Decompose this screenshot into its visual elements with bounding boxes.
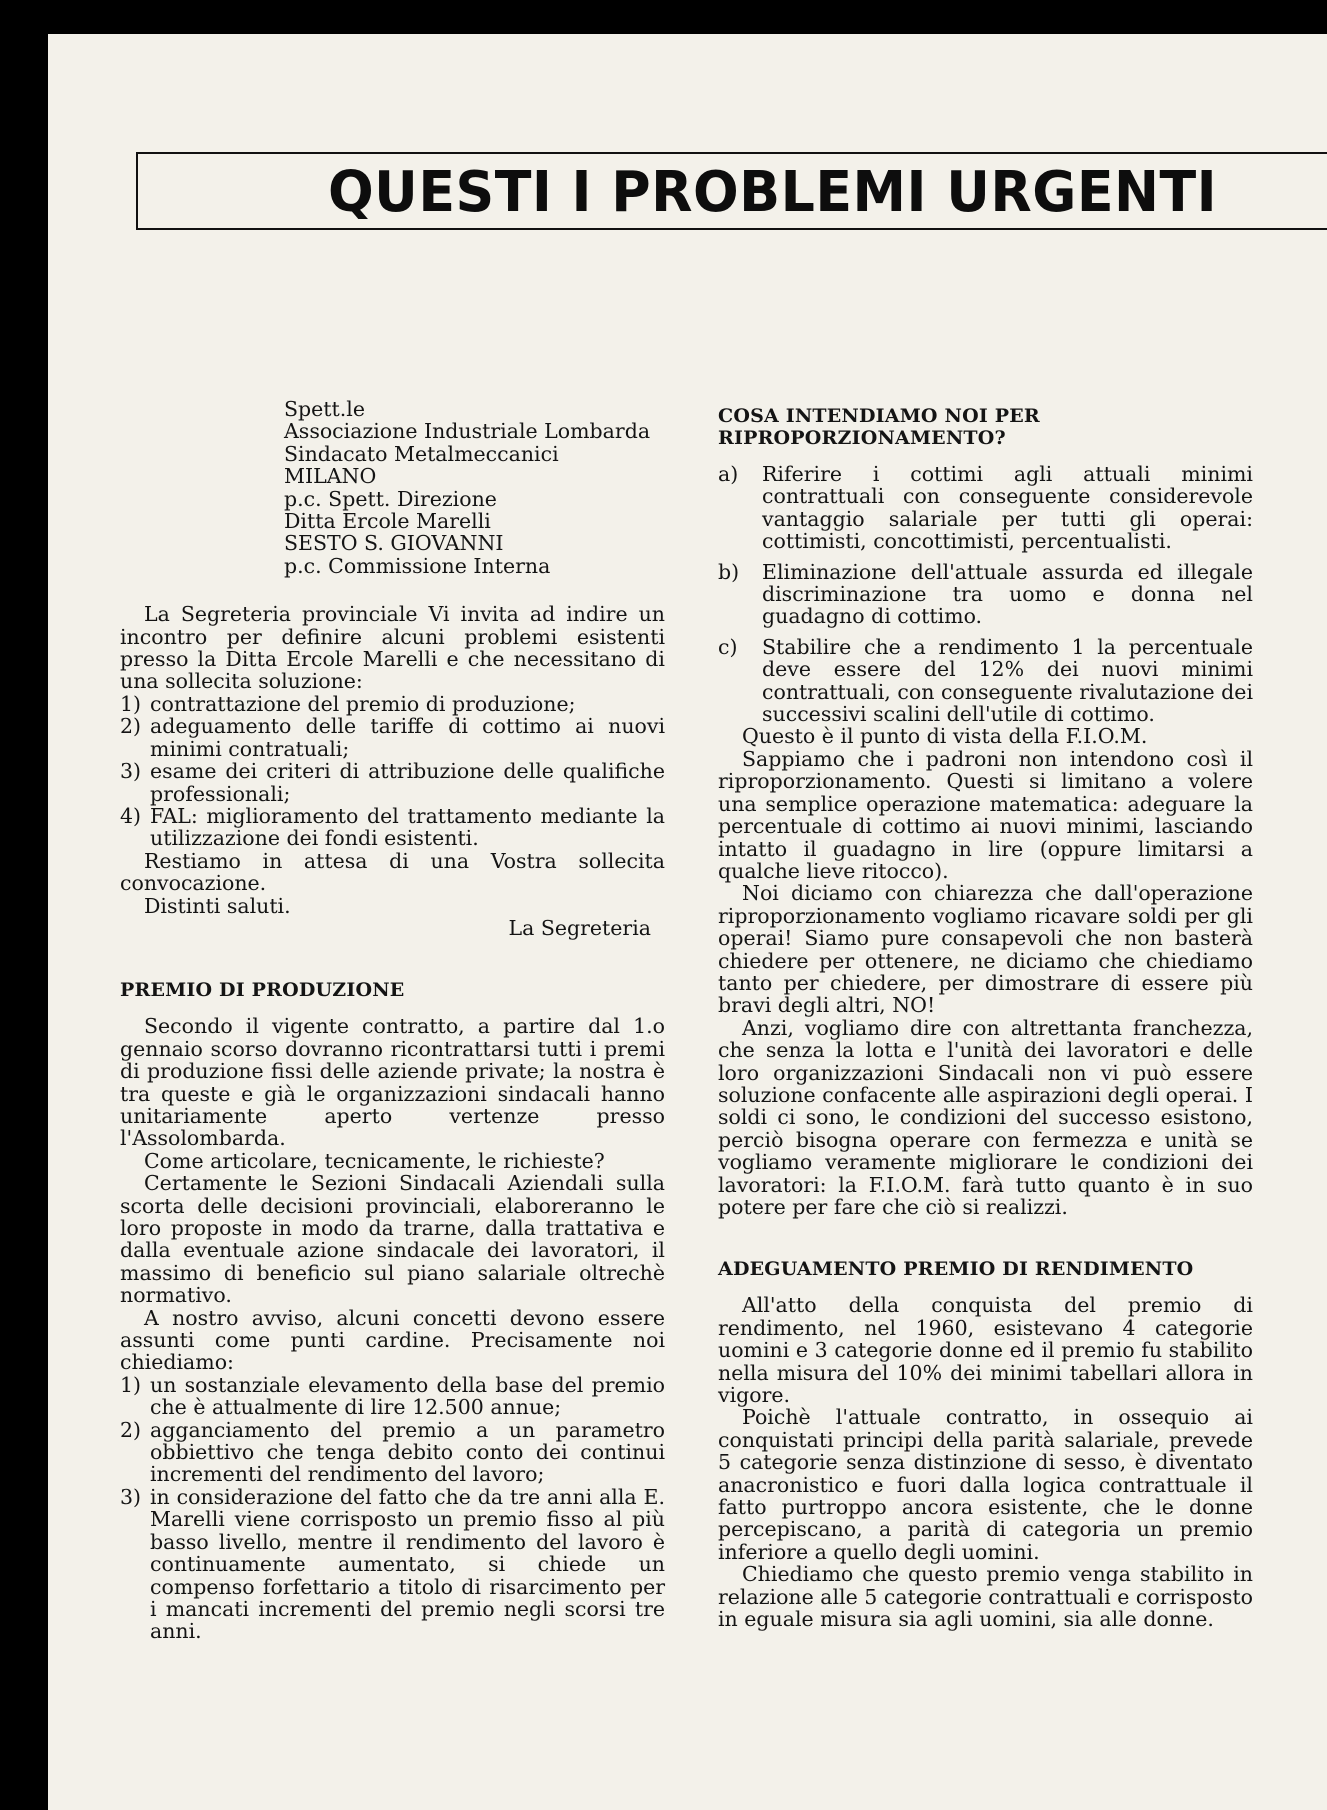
- adeguamento-heading: ADEGUAMENTO PREMIO DI RENDIMENTO: [718, 1258, 1194, 1281]
- list-letter: a): [718, 462, 739, 486]
- premio-list-item: [120, 1419, 665, 1486]
- premio-list-item: [120, 1486, 665, 1643]
- letter-intro: La Segreteria provinciale Vi invita ad indire un incontro per definire alcuni problemi esistenti presso la Ditta Ercole Marelli e che necessitano di una sollecita soluzione:: [120, 602, 665, 694]
- list-number: 3): [120, 1484, 142, 1509]
- cosa-list-item: [718, 561, 1253, 628]
- document-page: [48, 34, 1327, 1810]
- address-line: Sindacato Metalmeccanici: [284, 441, 559, 466]
- cosa-paragraph: Sappiamo che i padroni non intendono così il riproporzionamento. Questi si limitano a volere una semplice operazione matematica: adeguare la percentuale di cottimo ai nuovi minimi, lasciando intatto il guadagno in lire (oppure limitarsi a qualche lieve ritocco).: [718, 746, 1253, 883]
- cosa-heading-line: RIPROPORZIONAMENTO?: [718, 427, 1006, 449]
- list-text: Riferire i cottimi agli attuali minimi contrattuali con conseguente considerevole vantaggio salariale per tutti gli operai: cottimisti, concottimisti, percentualisti.: [762, 462, 1253, 554]
- cosa-heading: [718, 405, 1253, 449]
- address-line: MILANO: [284, 464, 377, 489]
- address-line: p.c. Commissione Interna: [284, 553, 551, 578]
- address-line: Associazione Industriale Lombarda: [284, 419, 651, 444]
- right-column: [718, 405, 1253, 1631]
- letter-list-item: [120, 693, 665, 715]
- premio-list-item: [120, 1374, 665, 1419]
- list-text: FAL: miglioramento del trattamento mediante la utilizzazione dei fondi esistenti.: [150, 803, 665, 851]
- list-text: Eliminazione dell'attuale assurda ed illegale discriminazione tra uomo e donna nel guadagno di cottimo.: [762, 559, 1253, 629]
- list-number: 1): [120, 691, 142, 716]
- premio-paragraph: A nostro avviso, alcuni concetti devono essere assunti come punti cardine. Precisamente noi chiediamo:: [120, 1305, 665, 1375]
- letter-address: [284, 398, 665, 577]
- left-column: [120, 398, 665, 1643]
- list-number: 1): [120, 1372, 142, 1397]
- cosa-list-item: [718, 636, 1253, 726]
- address-line: Ditta Ercole Marelli: [284, 509, 491, 534]
- cosa-paragraph: Noi diciamo con chiarezza che dall'operazione riproporzionamento vogliamo ricavare soldi per gli operai! Siamo pure consapevoli che non basterà chiedere per ottenere, ne diciamo che chiediamo tanto per chiedere, per dimostrare di essere più bravi degli altri, NO!: [718, 881, 1253, 1018]
- letter-list-item: [120, 760, 665, 805]
- letter-list-item: [120, 715, 665, 760]
- premio-heading: PREMIO DI PRODUZIONE: [120, 979, 405, 1002]
- premio-paragraph: Certamente le Sezioni Sindacali Aziendali sulla scorta delle decisioni provinciali, elaboreranno le loro proposte in modo da trarne, dalla trattativa e dalla eventuale azione sindacale dei lavoratori, il massimo di beneficio sul piano salariale oltrechè normativo.: [120, 1171, 665, 1308]
- adeguamento-paragraph: Poichè l'attuale contratto, in ossequio ai conquistati principi della parità salariale, prevede 5 categorie senza distinzione di sesso, è diventato anacronistico e fuori dalla logica contrattuale il fatto purtroppo ancora esistente, che le donne percepiscano, a parità di categoria un premio inferiore a quello degli uomini.: [718, 1405, 1253, 1564]
- list-text: Stabilire che a rendimento 1 la percentuale deve essere del 12% dei nuovi minimi contrattuali, con conseguente rivalutazione dei successivi scalini dell'utile di cottimo.: [762, 634, 1253, 727]
- adeguamento-paragraph: Chiediamo che questo premio venga stabilito in relazione alle 5 categorie contrattuali e corrisposto in eguale misura sia agli uomini, sia alle donne.: [718, 1562, 1253, 1632]
- headline-frame: [136, 152, 1327, 230]
- list-letter: b): [718, 559, 740, 584]
- list-text: esame dei criteri di attribuzione delle qualifiche professionali;: [150, 759, 665, 806]
- list-number: 3): [120, 759, 142, 784]
- cosa-list-item: [718, 463, 1253, 553]
- premio-paragraph: Secondo il vigente contratto, a partire dal 1.o gennaio scorso dovranno ricontrattarsi tutti i premi di produzione fissi delle aziende private; la nostra è tra queste e già le organizzazioni sindacali hanno unitariamente aperto vertenze presso l'Assolombarda.: [120, 1014, 665, 1151]
- list-text: contrattazione del premio di produzione;: [150, 691, 576, 716]
- adeguamento-paragraph: All'atto della conquista del premio di rendimento, nel 1960, esistevano 4 categorie uomini e 3 categorie donne ed il premio fu stabilito nella misura del 10% dei minimi tabellari allora in vigore.: [718, 1293, 1253, 1408]
- cosa-paragraph: Anzi, vogliamo dire con altrettanta franchezza, che senza la lotta e l'unità dei lavoratori e delle loro organizzazioni Sindacali non vi può essere soluzione confacente alle aspirazioni degli operai. I soldi ci sono, le condizioni del successo esistono, perciò bisogna operare con fermezza e unità se vogliamo veramente migliorare le condizioni dei lavoratori: la F.I.O.M. farà tutto quanto è in suo potere per fare che ciò si realizzi.: [718, 1015, 1253, 1219]
- address-line: p.c. Spett. Direzione: [284, 486, 497, 511]
- list-letter: c): [718, 634, 738, 659]
- letter-list-item: [120, 805, 665, 850]
- list-number: 2): [120, 1417, 142, 1442]
- cosa-heading-line: COSA INTENDIAMO NOI PER: [718, 405, 1040, 427]
- cosa-paragraph: Questo è il punto di vista della F.I.O.M.: [742, 724, 1148, 749]
- list-text: agganciamento del premio a un parametro obbiettivo che tenga debito conto dei continui incrementi del rendimento del lavoro;: [150, 1417, 665, 1487]
- page-headline: QUESTI I PROBLEMI URGENTI: [328, 160, 1218, 225]
- list-number: 2): [120, 714, 142, 739]
- letter-closing: Restiamo in attesa di una Vostra sollecita convocazione.: [120, 848, 665, 896]
- list-text: adeguamento delle tariffe di cottimo ai nuovi minimi contratuali;: [150, 714, 665, 761]
- letter-greeting: Distinti saluti.: [144, 893, 291, 918]
- premio-paragraph: Come articolare, tecnicamente, le richieste?: [144, 1148, 605, 1173]
- list-number: 4): [120, 803, 142, 828]
- address-line: Spett.le: [284, 397, 365, 421]
- list-text: un sostanziale elevamento della base del premio che è attualmente di lire 12.500 annue;: [150, 1372, 665, 1420]
- list-text: in considerazione del fatto che da tre anni alla E. Marelli viene corrisposto un premio fisso al più basso livello, mentre il rendimento del lavoro è continuamente aumentato, si chiede un compenso forfettario a titolo di risarcimento per i mancati incrementi del premio negli scorsi tre anni.: [150, 1484, 665, 1644]
- letter-signature: La Segreteria: [508, 915, 651, 940]
- address-line: SESTO S. GIOVANNI: [284, 531, 504, 556]
